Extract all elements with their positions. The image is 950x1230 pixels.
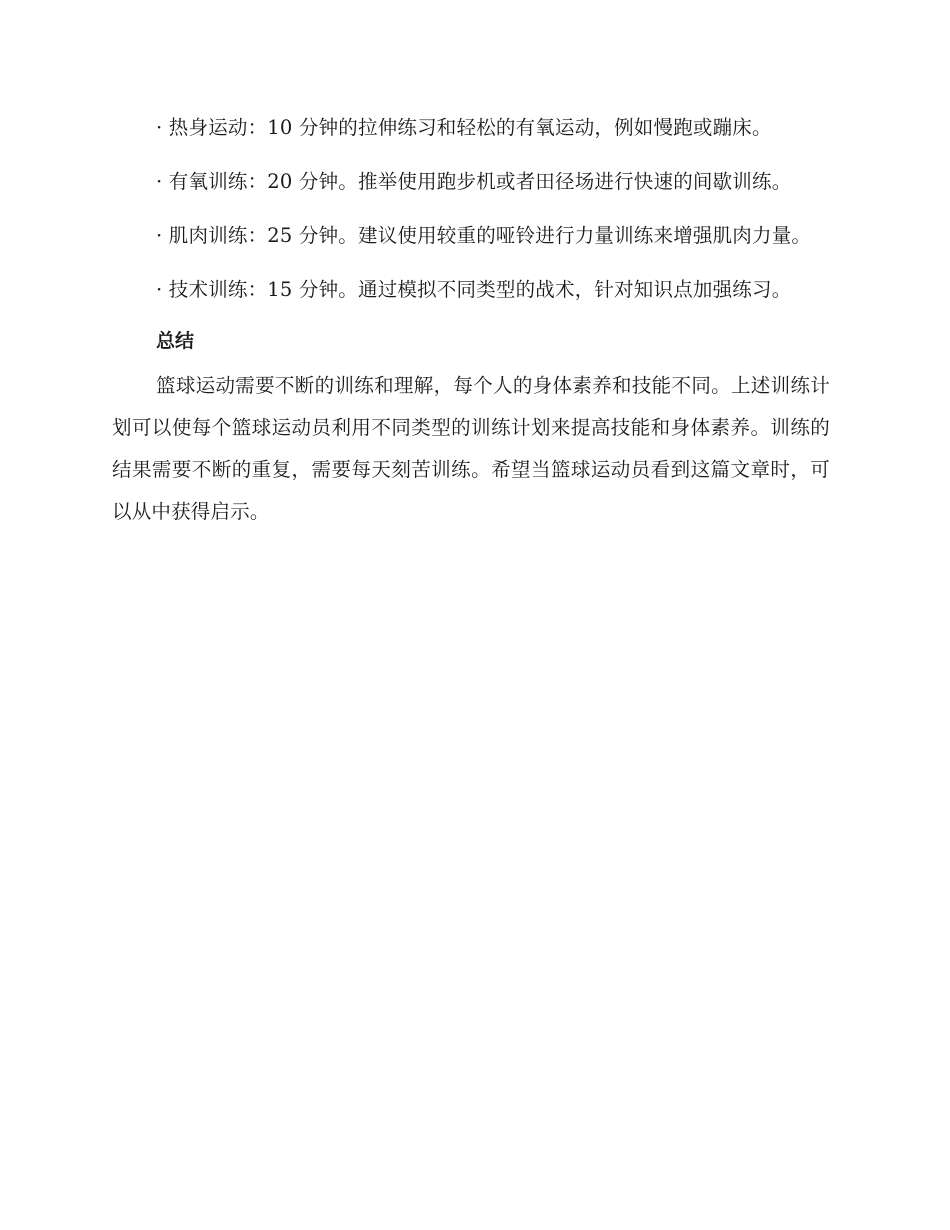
document-content — [112, 107, 830, 545]
summary-paragraph: 篮球运动需要不断的训练和理解，每个人的身体素养和技能不同。上述训练计划可以使每个篮球运动员利用不同类型的训练计划来提高技能和身体素养。训练的结果需要不断的重复，需要每天刻苦训练。希望当篮球运动员看到这篇文章时，可以从中获得启示。 — [112, 374, 830, 523]
bullet-strength: · 肌肉训练：25 分钟。建议使用较重的哑铃进行力量训练来增强肌肉力量。 — [156, 224, 812, 247]
summary-heading: 总结 — [156, 330, 195, 352]
bullet-warmup: · 热身运动：10 分钟的拉伸练习和轻松的有氧运动，例如慢跑或蹦床。 — [156, 116, 772, 139]
bullet-aerobic: · 有氧训练：20 分钟。推举使用跑步机或者田径场进行快速的间歇训练。 — [156, 170, 792, 193]
bullet-technique: · 技术训练：15 分钟。通过模拟不同类型的战术，针对知识点加强练习。 — [156, 278, 792, 301]
